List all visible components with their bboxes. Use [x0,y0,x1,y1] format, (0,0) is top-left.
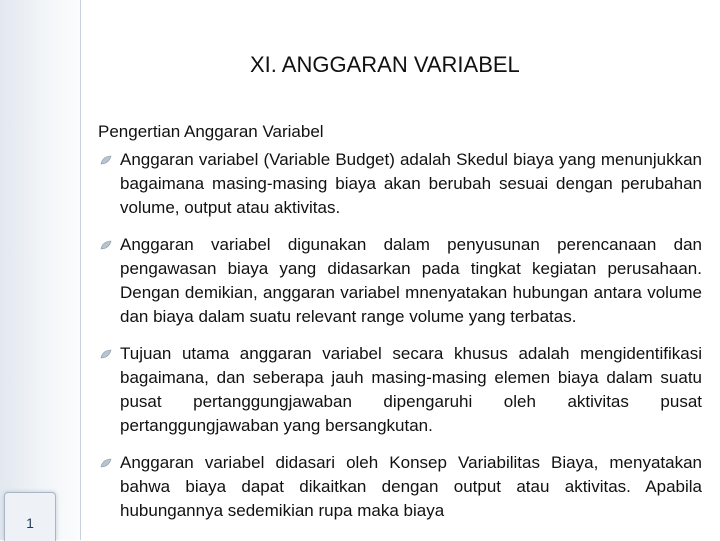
sidebar-divider [80,0,81,540]
bullet-item [98,342,702,438]
bullet-item [98,233,702,329]
sidebar-panel [0,0,80,540]
bullet-item [98,148,702,220]
slide-number-box [4,492,56,541]
leaf-bullet-icon [100,155,112,165]
bullet-list [98,148,702,536]
leaf-bullet-icon [100,349,112,359]
bullet-text: Anggaran variabel didasari oleh Konsep Variabilitas Biaya, menyatakan bahwa biaya dapat dikaitkan dengan output atau aktivitas. Apabila hubungannya sedemikian rupa maka biaya [120,453,702,520]
bullet-text: Tujuan utama anggaran variabel secara khusus adalah mengidentifikasi bagaimana, dan seberapa jauh masing-masing elemen biaya dalam suatu pusat pertanggungjawaban dipengaruhi oleh aktivitas pusat pertanggungjawaban yang bersangkutan. [120,344,702,435]
bullet-item [98,451,702,523]
section-subtitle: Pengertian Anggaran Variabel [98,122,324,141]
leaf-bullet-icon [100,240,112,250]
bullet-text: Anggaran variabel digunakan dalam penyusunan perencanaan dan pengawasan biaya yang didasarkan pada tingkat kegiatan perusahaan. Dengan demikian, anggaran variabel mnenyatakan hubungan antara volume dan biaya dalam suatu relevant range volume yang terbatas. [120,235,702,326]
slide-number: 1 [26,515,34,531]
slide-title: XI. ANGGARAN VARIABEL [250,52,520,77]
bullet-text: Anggaran variabel (Variable Budget) adalah Skedul biaya yang menunjukkan bagaimana masing-masing biaya akan berubah sesuai dengan perubahan volume, output atau aktivitas. [120,150,702,217]
leaf-bullet-icon [100,458,112,468]
